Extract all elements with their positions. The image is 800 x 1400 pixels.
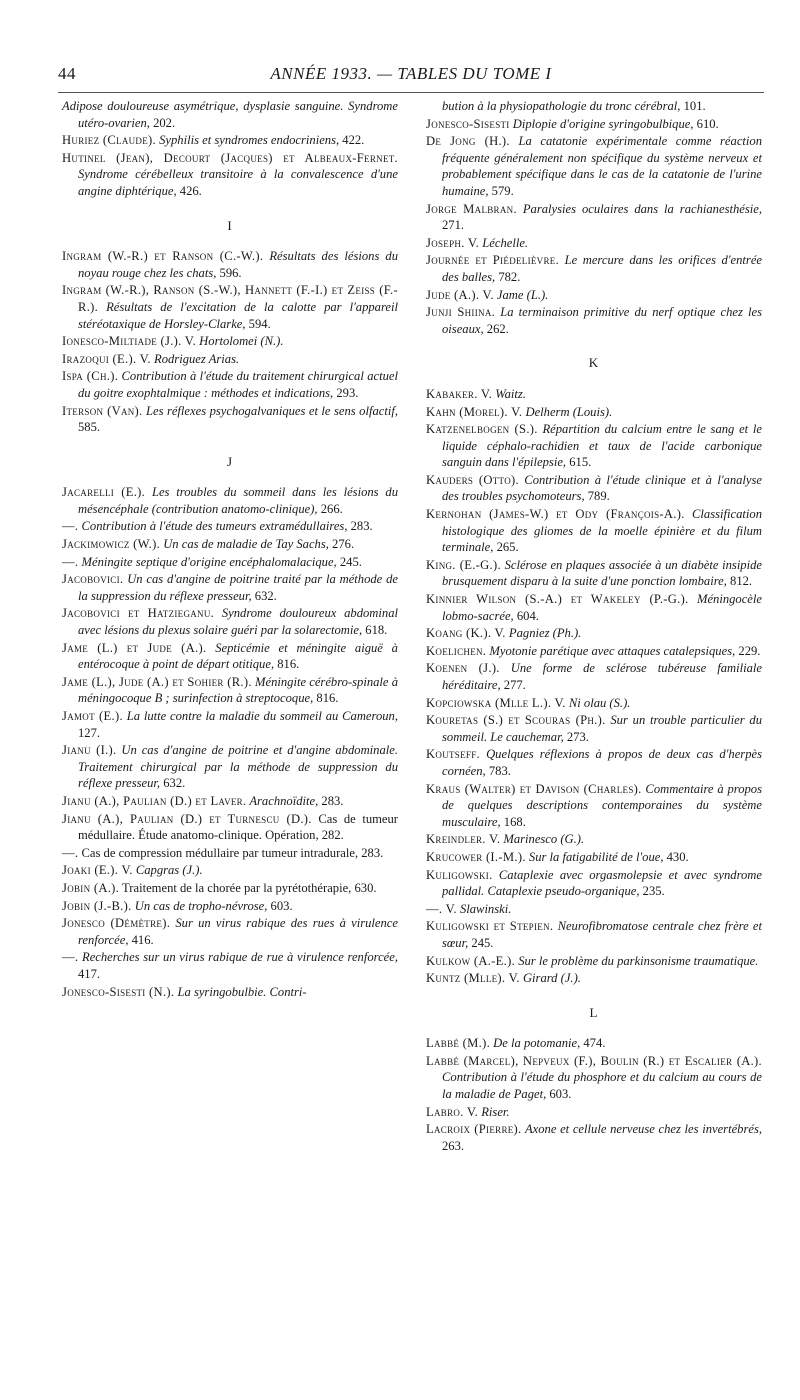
index-entry	[62, 640, 398, 673]
index-entry	[426, 386, 762, 403]
entry-page-ref: Cas de compression médullaire par tumeur intradurale, 283.	[78, 845, 384, 860]
entry-author: Kuligowski et Stepien.	[426, 919, 554, 934]
entry-title: Slawinski.	[456, 901, 512, 916]
right-column	[426, 98, 762, 1155]
index-entry	[62, 282, 398, 332]
entry-page-ref: 783.	[485, 763, 511, 778]
entry-title: Neurofibromatose centrale chez frère et sœur,	[442, 919, 763, 950]
running-header	[58, 64, 764, 88]
entry-title: Sclérose en plaques associée à un diabète insipide brusquement disparu à la suite d'une ponction lombaire,	[442, 557, 762, 589]
entry-title: Les troubles du sommeil dans les lésions du mésencéphale (contribution anatomo-clinique),	[78, 485, 398, 516]
index-entry	[426, 746, 762, 779]
entry-page-ref: Traitement de la chorée par la pyrétothérapie, 630.	[119, 880, 377, 895]
entry-title: Axone et cellule nerveuse chez les invertébrés,	[521, 1122, 763, 1137]
entry-page-ref: 266.	[317, 501, 343, 516]
entry-title: Ni olau (S.).	[565, 695, 631, 710]
entry-title: Pagniez (Ph.).	[505, 626, 582, 641]
index-entry	[426, 506, 762, 556]
index-entry	[62, 811, 398, 844]
entry-author: Jacobovici et Hatzieganu.	[62, 606, 215, 621]
entry-author: Jame (L.) et Jude (A.).	[62, 640, 207, 655]
index-entry	[62, 333, 398, 350]
entry-author: Kernohan (James-W.) et Ody (François-A.).	[426, 507, 685, 522]
entry-page-ref: 271.	[442, 218, 465, 233]
entry-author: Journée et Piédelièvre.	[426, 253, 560, 268]
index-entry	[62, 571, 398, 604]
entry-page-ref: 416.	[128, 932, 154, 947]
entry-author: Irazoqui (E.). V.	[62, 351, 151, 366]
entry-title: La syringobulbie. Contri-	[174, 984, 307, 999]
entry-title: Le mercure dans les orifices d'entrée des balles,	[442, 253, 762, 284]
entry-author: Koutseff.	[426, 747, 480, 762]
entry-author: Jacobovici.	[62, 572, 124, 587]
index-entry	[62, 674, 398, 707]
index-entry	[426, 304, 762, 337]
left-column	[62, 98, 398, 1001]
index-entry	[62, 915, 398, 948]
entry-title: Syphilis et syndromes endocriniens,	[155, 133, 340, 148]
entry-author: Kouretas (S.) et Scouras (Ph.).	[426, 713, 606, 728]
index-entry	[62, 845, 398, 862]
entry-page-ref: 816.	[274, 657, 300, 672]
index-entry	[426, 867, 762, 900]
entry-author: Katzenelbogen (S.).	[426, 422, 538, 437]
index-entry	[426, 252, 762, 285]
entry-title: Léchelle.	[479, 235, 529, 250]
entry-title: Jame (L.).	[493, 287, 549, 302]
entry-page-ref: 276.	[328, 537, 355, 552]
entry-title: Waitz.	[492, 386, 526, 401]
entry-title: Capgras (J.).	[132, 863, 203, 878]
entry-page-ref: 229.	[735, 643, 761, 658]
entry-page-ref: 594.	[245, 316, 271, 331]
index-entry	[62, 898, 398, 915]
index-entry	[62, 403, 398, 436]
entry-page-ref: 610.	[693, 116, 719, 131]
entry-page-ref: 812.	[726, 574, 753, 589]
entry-page-ref: 293.	[333, 385, 359, 400]
index-entry	[426, 918, 762, 951]
index-entry	[426, 591, 762, 624]
entry-title: Méningite cérébro-spinale à méningocoque B ; surinfection à streptocoque,	[78, 674, 398, 706]
entry-title: Contribution à l'étude des tumeurs extramédullaires,	[78, 519, 348, 534]
entry-title: Un cas d'angine de poitrine traité par la méthode de la suppression du réflexe presseur,	[78, 572, 398, 603]
entry-author: Jonesco (Démètre).	[62, 916, 171, 931]
entry-author: Ingram (W.-R.) et Ranson (C.-W.).	[62, 249, 264, 264]
index-entry	[62, 351, 398, 368]
entry-title: Sur un trouble particulier du sommeil. Le cauchemar,	[442, 713, 762, 744]
entry-page-ref: 426.	[176, 183, 202, 198]
entry-page-ref: 632.	[160, 776, 186, 791]
index-entry	[62, 484, 398, 517]
entry-page-ref: 245.	[336, 554, 362, 569]
entry-page-ref: 632.	[251, 588, 277, 603]
entry-title: Rodriguez Arias.	[150, 351, 240, 366]
entry-author: Joaki (E.). V.	[62, 863, 133, 878]
entry-author: Kopciowska (Mlle L.). V.	[426, 695, 566, 710]
index-entry	[426, 695, 762, 712]
entry-page-ref: 235.	[639, 884, 665, 899]
index-entry	[426, 287, 762, 304]
index-entry	[426, 235, 762, 252]
entry-title: Recherches sur un virus rabique de rue à virulence renforcée,	[78, 950, 398, 965]
entry-page-ref: 579.	[488, 183, 514, 198]
entry-author: Jonesco-Sisesti	[426, 116, 510, 131]
entry-page-ref: 263.	[442, 1138, 465, 1153]
index-entry	[62, 742, 398, 792]
entry-title: Syndrome cérébelleux transitoire à la convalescence d'une angine diphtérique,	[78, 167, 398, 198]
index-entry	[426, 901, 762, 918]
index-entry	[426, 1053, 762, 1103]
index-entry	[426, 953, 762, 970]
entry-title: Hortolomei (N.).	[196, 334, 284, 349]
entry-title: Marinesco (G.).	[500, 832, 585, 847]
index-entry	[426, 1035, 762, 1052]
entry-title: Delherm (Louis).	[522, 404, 613, 419]
entry-page-ref: 127.	[78, 725, 101, 740]
entry-title: Girard (J.).	[519, 971, 581, 986]
index-entry	[426, 712, 762, 745]
index-entry	[62, 862, 398, 879]
index-entry	[426, 1104, 762, 1121]
entry-title: Syndrome douloureux abdominal avec lésions du plexus solaire guéri par la solarectomie,	[78, 606, 398, 638]
index-entry	[62, 132, 398, 149]
entry-title: Sur la fatigabilité de l'oue,	[525, 849, 664, 864]
entry-page-ref: 265.	[493, 540, 519, 555]
index-entry-continuation: bution à la physiopathologie du tronc cérébral, 101.	[442, 99, 706, 113]
running-title: ANNÉE 1933. — TABLES DU TOME I	[270, 64, 552, 83]
entry-author: Jianu (A.), Paulian (D.) et Laver.	[62, 793, 247, 808]
entry-page-ref: 245.	[468, 935, 494, 950]
entry-title: Classification histologique des gliomes de la moelle épinière et du filum terminale,	[442, 507, 762, 555]
entry-title: La lutte contre la maladie du sommeil au Cameroun,	[122, 709, 398, 723]
entry-author: Jacarelli (E.).	[62, 485, 146, 500]
entry-author: —.	[62, 845, 79, 860]
entry-title: Les réflexes psychogalvaniques et le sens olfactif,	[142, 403, 398, 418]
entry-title: Commentaire à propos de quelques descriptions contemporaines du système musculaire,	[442, 781, 763, 829]
index-entry	[426, 133, 762, 199]
entry-page-ref: 283.	[318, 793, 344, 808]
index-entry	[62, 150, 398, 200]
entry-author: Koang (K.). V.	[426, 626, 506, 641]
entry-author: Jobin (A.).	[62, 880, 120, 895]
entry-author: Labbé (Marcel), Nepveux (F.), Boulin (R.) et Escalier (A.).	[426, 1053, 762, 1068]
index-entry	[62, 368, 398, 401]
entry-author: Kinnier Wilson (S.-A.) et Wakeley (P.-G.).	[426, 592, 689, 607]
entry-page-ref: 168.	[500, 814, 526, 829]
entry-page-ref: 816.	[313, 691, 339, 706]
index-entry	[426, 660, 762, 693]
index-entry	[62, 708, 398, 741]
index-entry	[426, 472, 762, 505]
entry-author: —. V.	[426, 901, 457, 916]
section-letter-i: I	[227, 217, 233, 233]
entry-author: De Jong (H.).	[426, 134, 510, 149]
entry-page-ref: 430.	[663, 849, 689, 864]
index-entry	[426, 1121, 762, 1154]
index-entry	[426, 831, 762, 848]
entry-author: Joseph. V.	[426, 235, 480, 250]
entry-author: Ionesco-Miltiade (J.). V.	[62, 334, 197, 349]
index-entry	[62, 248, 398, 281]
entry-author: —.	[62, 554, 79, 569]
entry-author: —.	[62, 950, 79, 965]
entry-author: —.	[62, 519, 79, 534]
entry-author: Jianu (A.), Paulian (D.) et Turnescu (D.).	[62, 811, 312, 826]
entry-title: Cataplexie avec orgasmolepsie et avec syndrome pallidal. Cataplexie pseudo-organique,	[442, 867, 762, 899]
entry-page-ref: 474.	[580, 1036, 606, 1051]
entry-author: Jame (L.), Jude (A.) et Sohier (R.).	[62, 674, 252, 689]
entry-page-ref: 596.	[216, 265, 242, 280]
entry-page-ref: 273.	[563, 729, 589, 744]
index-entry	[426, 201, 762, 234]
entry-title: Résultats de l'excitation de la calotte par l'appareil stéréotaxique de Horsley-Clarke,	[78, 299, 398, 331]
entry-page-ref: 604.	[513, 608, 539, 623]
header-rule	[58, 92, 764, 93]
entry-author: Labro. V.	[426, 1104, 479, 1119]
entry-author: Jude (A.). V.	[426, 287, 494, 302]
entry-author: King. (E.-G.).	[426, 557, 501, 572]
entry-author: Krucower (I.-M.).	[426, 849, 526, 864]
index-entry	[62, 536, 398, 553]
entry-author: Kuntz (Mlle). V.	[426, 971, 520, 986]
index-entry	[426, 116, 762, 133]
entry-title: Riser.	[478, 1104, 510, 1119]
entry-page-ref: 615.	[566, 455, 592, 470]
index-entry	[62, 554, 398, 571]
index-entry	[62, 98, 398, 131]
entry-author: Kauders (Otto).	[426, 472, 519, 487]
entry-author: Iterson (Van).	[62, 403, 143, 418]
entry-title: Méningite septique d'origine encéphalomalacique,	[78, 554, 337, 569]
index-entry	[426, 781, 762, 831]
section-letter-j: J	[226, 453, 234, 469]
entry-author: Jobin (J.-B.).	[62, 898, 132, 913]
index-entry	[62, 984, 398, 1001]
entry-page-ref: Cas de tumeur médullaire. Étude anatomo-clinique. Opération, 282.	[78, 811, 398, 843]
index-entry	[426, 643, 762, 660]
index-entry	[62, 518, 398, 535]
entry-author: Kraus (Walter) et Davison (Charles).	[426, 781, 642, 796]
entry-page-ref: 603.	[546, 1087, 572, 1102]
entry-author: Kabaker. V.	[426, 386, 493, 401]
entry-author: Jorge Malbran.	[426, 201, 517, 216]
entry-author: Koenen (J.).	[426, 661, 500, 676]
entry-page-ref: 618.	[362, 623, 388, 638]
entry-title: La catatonie expérimentale comme réaction fréquente généralement non spécifique du système nerveux et probablement spécifique dans le cas de la catatonie de l'urine humaine,	[442, 134, 763, 198]
entry-title: De la potomanie,	[490, 1036, 581, 1051]
entry-page-ref: 283.	[347, 519, 373, 534]
entry-author: Kuligowski.	[426, 867, 493, 882]
entry-title: Myotonie parétique avec attaques catalepsiques,	[486, 643, 736, 658]
page-number: 44	[58, 64, 76, 83]
index-entry	[62, 605, 398, 638]
entry-title: Méningocèle lobmo-sacrée,	[442, 592, 762, 623]
entry-page-ref: 262.	[483, 321, 509, 336]
entry-author: Junji Shiina.	[426, 305, 496, 320]
entry-author: Jackimowicz (W.).	[62, 537, 161, 552]
entry-author: Kreindler. V.	[426, 832, 501, 847]
entry-title: Contribution à l'étude du traitement chirurgical actuel du goitre exophtalmique : méthodes et indications,	[78, 369, 398, 400]
index-entry	[62, 880, 398, 897]
entry-author: Kahn (Morel). V.	[426, 404, 523, 419]
entry-author: Ispa (Ch.).	[62, 369, 119, 384]
entry-title: Une forme de sclérose tubéreuse familiale héréditaire,	[442, 661, 762, 692]
entry-title: Quelques réflexions à propos de deux cas d'herpès cornéen,	[442, 747, 762, 778]
entry-author: Labbé (M.).	[426, 1036, 491, 1051]
index-entry	[426, 404, 762, 421]
entry-author: Koelichen.	[426, 643, 487, 658]
entry-title: Septicémie et méningite aiguë à entérocoque à point de départ otitique,	[78, 640, 398, 672]
entry-page-ref: 585.	[78, 420, 101, 435]
section-letter-k: K	[588, 355, 600, 371]
entry-author: Jianu (I.).	[62, 743, 117, 758]
index-entry	[426, 970, 762, 987]
entry-title: Paralysies oculaires dans la rachianesthésie,	[516, 201, 762, 216]
index-entry	[426, 849, 762, 866]
entry-author: Hutinel (Jean), Decourt (Jacques) et Albeaux-Fernet.	[62, 150, 398, 165]
entry-title: Arachnoïdite,	[246, 793, 319, 808]
entry-title: Contribution à l'étude clinique et à l'analyse des troubles psychomoteurs,	[442, 472, 762, 504]
entry-title: Résultats des lésions du noyau rouge chez les chats,	[78, 249, 398, 280]
entry-author: Lacroix (Pierre).	[426, 1122, 522, 1137]
entry-author: Jonesco-Sisesti (N.).	[62, 984, 175, 999]
entry-page-ref: 417.	[78, 966, 101, 981]
index-entry	[62, 949, 398, 982]
entry-author: Huriez (Claude).	[62, 133, 156, 148]
entry-author: Ingram (W.-R.), Ranson (S.-W.), Hannett (F.-I.) et Zeiss (F.-R.).	[62, 283, 398, 314]
entry-page-ref: 202.	[149, 115, 176, 130]
entry-title: Sur un virus rabique des rues à virulence renforcée,	[78, 916, 398, 947]
entry-page-ref: 422.	[339, 133, 365, 148]
entry-title: Un cas d'angine de poitrine et d'angine abdominale. Traitement chirurgical par la méthode de suppression du réflexe presseur,	[78, 743, 398, 791]
entry-title: Contribution à l'étude du phosphore et du calcium au cours de la maladie de Paget,	[442, 1070, 762, 1102]
index-entry	[426, 421, 762, 471]
entry-title: Un cas de maladie de Tay Sachs,	[160, 537, 329, 552]
entry-page-ref: 782.	[495, 269, 521, 284]
entry-page-ref: 789.	[584, 489, 610, 504]
index-entry	[62, 793, 398, 810]
entry-title: Sur le problème du parkinsonisme traumatique.	[515, 953, 759, 968]
entry-page-ref: 277.	[500, 678, 526, 692]
section-letter-l: L	[589, 1004, 599, 1020]
entry-page-ref: 603.	[267, 898, 293, 913]
entry-title: Un cas de tropho-névrose,	[131, 898, 268, 913]
entry-title: Diplopie d'origine syringobulbique,	[509, 116, 694, 131]
entry-title: Adipose douloureuse asymétrique, dysplasie sanguine. Syndrome utéro-ovarien,	[62, 99, 398, 130]
index-entry	[426, 557, 762, 590]
entry-author: Jamot (E.).	[62, 709, 123, 723]
entry-author: Kulkow (A.-E.).	[426, 953, 516, 968]
entry-title: La terminaison primitive du nerf optique chez les oiseaux,	[442, 305, 763, 336]
index-entry	[426, 625, 762, 642]
entry-title: Répartition du calcium entre le sang et le liquide céphalo-rachidien et taux de l'acide carbonique sanguin dans l'épilepsie,	[442, 422, 763, 470]
